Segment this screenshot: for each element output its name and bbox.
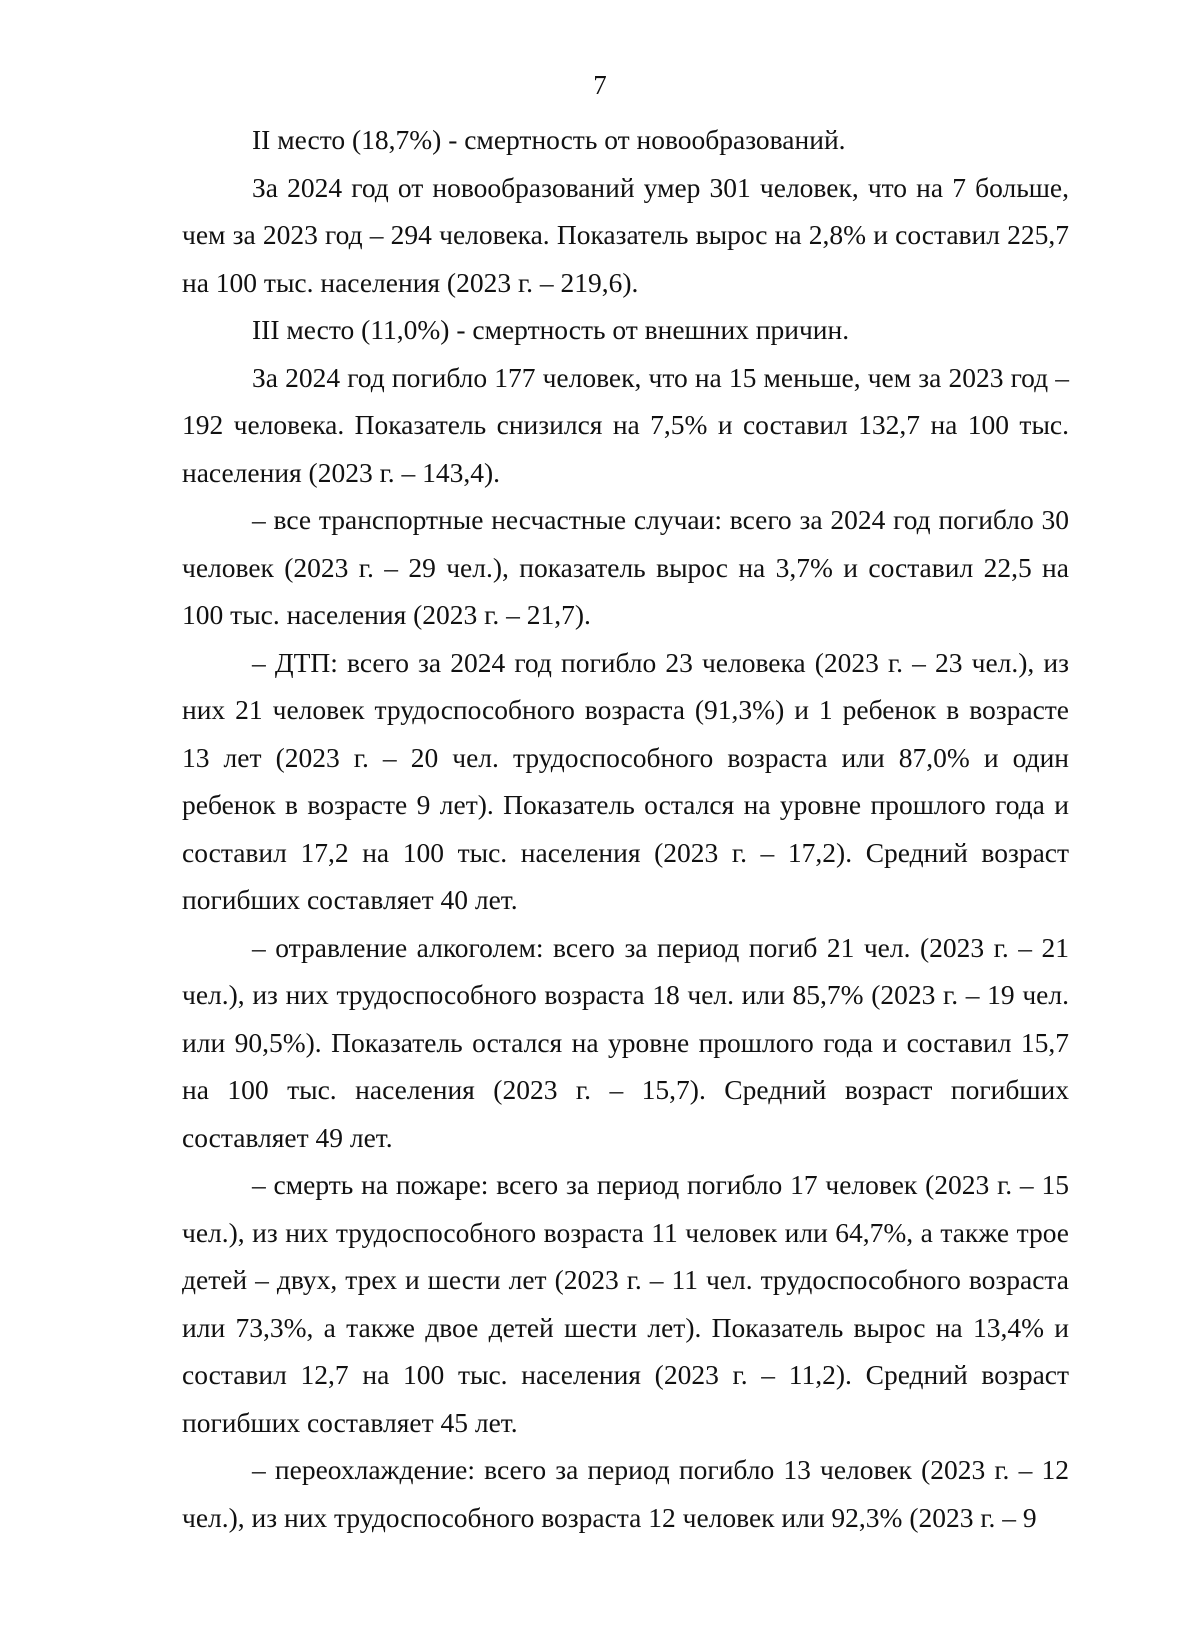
- page-number: 7: [593, 70, 607, 100]
- paragraph-rank-3-external-causes: III место (11,0%) - смертность от внешних причин.: [252, 314, 850, 345]
- paragraph-fire-deaths: – смерть на пожаре: всего за период погибло 17 человек (2023 г. – 15 чел.), из них трудоспособного возраста 11 человек или 64,7%, а также трое детей – двух, трех и шести лет (2023 г. – 11 чел. трудоспособного возраста или 73,3%, а также двое детей шести лет). Показатель вырос на 13,4% и составил 12,7 на 100 тыс. населения (2023 г. – 11,2). Средний возраст погибших составляет 45 лет.: [182, 1169, 1069, 1438]
- paragraph-road-accidents: – ДТП: всего за 2024 год погибло 23 человека (2023 г. – 23 чел.), из них 21 человек трудоспособного возраста (91,3%) и 1 ребенок в возрасте 13 лет (2023 г. – 20 чел. трудоспособного возраста или 87,0% и один ребенок в возрасте 9 лет). Показатель остался на уровне прошлого года и составил 17,2 на 100 тыс. населения (2023 г. – 17,2). Средний возраст погибших составляет 40 лет.: [182, 646, 1069, 915]
- paragraph-external-deaths: За 2024 год погибло 177 человек, что на 15 меньше, чем за 2023 год – 192 человека. Показатель снизился на 7,5% и составил 132,7 на 100 тыс. населения (2023 г. – 143,4).: [182, 361, 1069, 488]
- paragraph-neoplasm-deaths: За 2024 год от новообразований умер 301 человек, что на 7 больше, чем за 2023 год – 294 человека. Показатель вырос на 2,8% и составил 225,7 на 100 тыс. населения (2023 г. – 219,6).: [182, 171, 1069, 298]
- paragraph-hypothermia: – переохлаждение: всего за период погибло 13 человек (2023 г. – 12 чел.), из них трудоспособного возраста 12 человек или 92,3% (2023 г. – 9: [182, 1454, 1069, 1533]
- paragraph-alcohol-poisoning: – отравление алкоголем: всего за период погиб 21 чел. (2023 г. – 21 чел.), из них трудоспособного возраста 18 чел. или 85,7% (2023 г. – 19 чел. или 90,5%). Показатель остался на уровне прошлого года и составил 15,7 на 100 тыс. населения (2023 г. – 15,7). Средний возраст погибших составляет 49 лет.: [182, 931, 1069, 1153]
- paragraph-rank-2-neoplasms: II место (18,7%) - смертность от новообразований.: [252, 124, 846, 155]
- paragraph-transport-accidents: – все транспортные несчастные случаи: всего за 2024 год погибло 30 человек (2023 г. – 29 чел.), показатель вырос на 3,7% и составил 22,5 на 100 тыс. населения (2023 г. – 21,7).: [182, 504, 1069, 630]
- document-body: [182, 116, 1069, 1541]
